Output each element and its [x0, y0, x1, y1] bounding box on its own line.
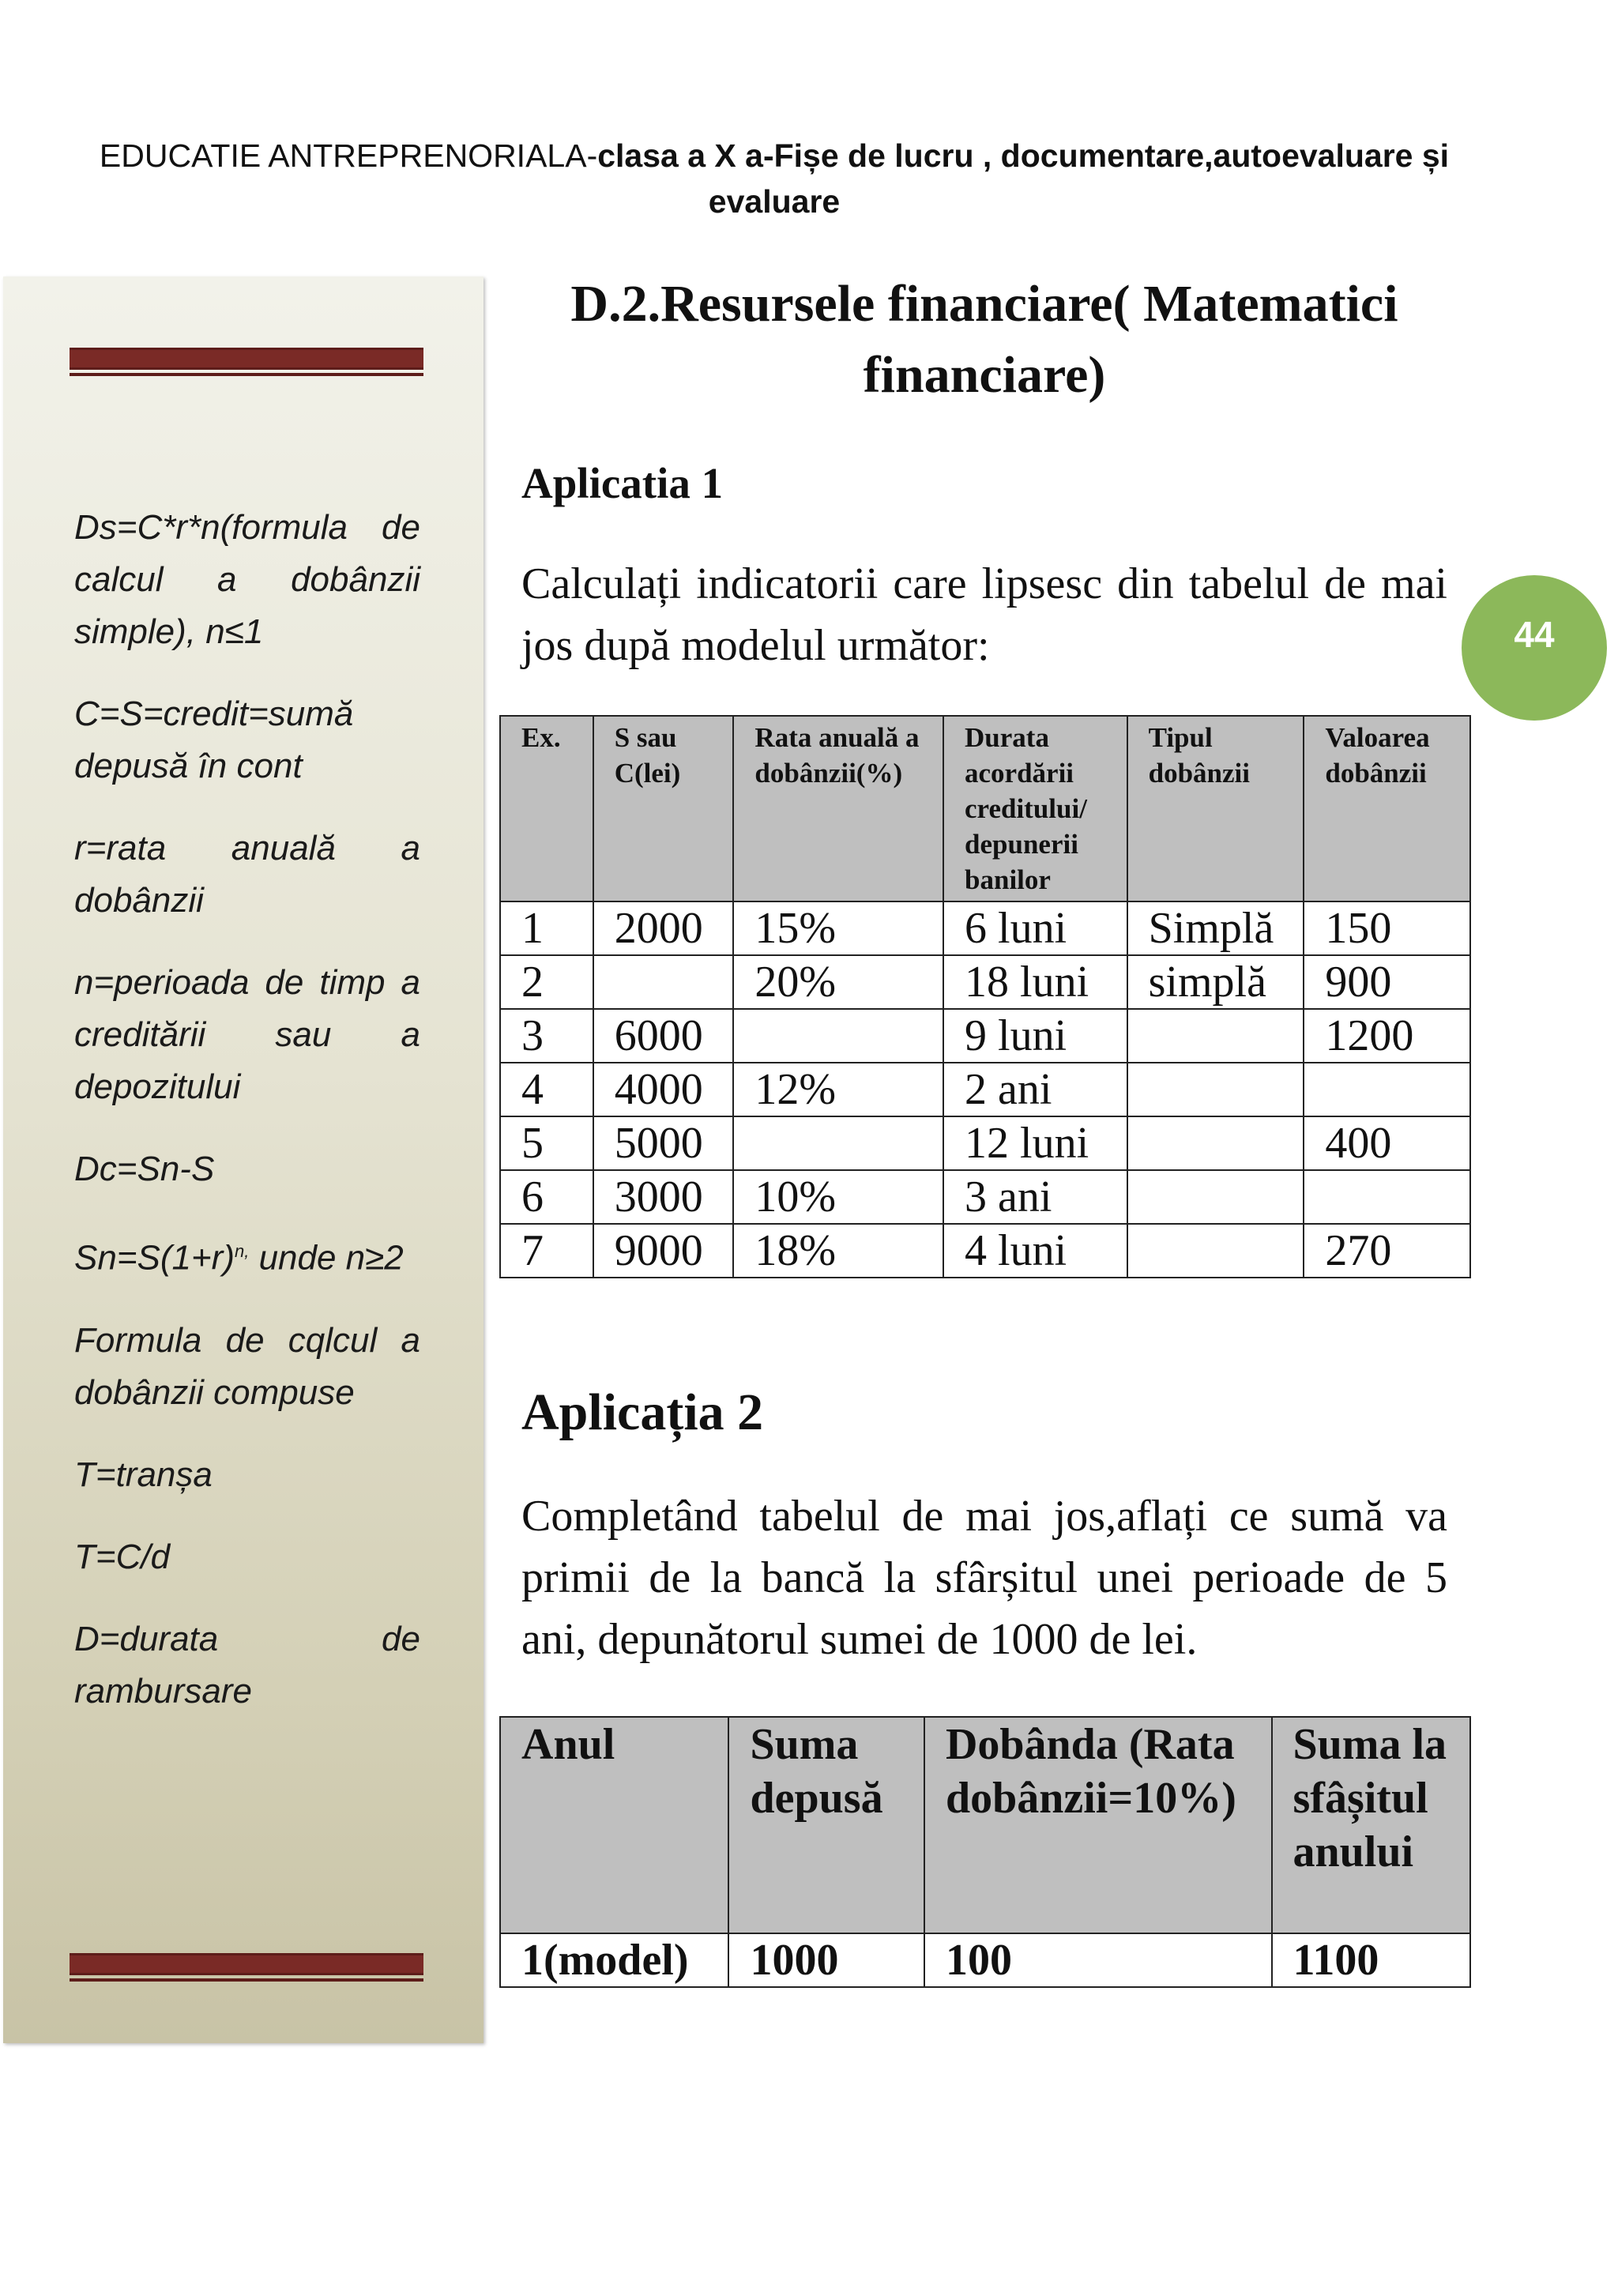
cell-duration: 6 luni — [943, 901, 1127, 955]
cell-interest-value: 400 — [1304, 1116, 1470, 1170]
cell-interest-type — [1127, 1009, 1304, 1063]
formula-installment: T=C/d — [74, 1537, 171, 1576]
cell-example: 5 — [500, 1116, 593, 1170]
header-interest: Dobânda (Rata dobânzii=10%) — [924, 1717, 1272, 1933]
cell-interest-value: 900 — [1304, 955, 1470, 1009]
app1-heading: Aplicatia 1 — [521, 459, 724, 507]
cell-interest-type — [1127, 1224, 1304, 1278]
cell-example: 4 — [500, 1063, 593, 1116]
table-row — [500, 1009, 1470, 1063]
cell-interest-type: Simplă — [1127, 901, 1304, 955]
cell-interest: 100 — [924, 1933, 1272, 1987]
cell-duration: 12 luni — [943, 1116, 1127, 1170]
cell-rate — [733, 1116, 943, 1170]
cell-year-end-sum: 1100 — [1272, 1933, 1470, 1987]
cell-example: 3 — [500, 1009, 593, 1063]
formula-compound-sum — [74, 1225, 420, 1285]
table-row — [500, 955, 1470, 1009]
header-subject: EDUCATIE ANTREPRENORIALA- — [99, 137, 598, 174]
cell-rate — [733, 1009, 943, 1063]
header-year-end-sum: Suma la sfâșitul anului — [1272, 1717, 1470, 1933]
table-row — [500, 1224, 1470, 1278]
table-header-row — [500, 716, 1470, 901]
header-interest-type: Tipul dobânzii — [1127, 716, 1304, 901]
formula-compound-caption: Formula de cqlcul a dobânzii compuse — [74, 1320, 420, 1412]
formula-compound-exponent: n, — [234, 1241, 250, 1261]
table-row — [500, 1116, 1470, 1170]
cell-duration: 18 luni — [943, 955, 1127, 1009]
formula-duration-definition: D=durata de rambursare — [74, 1619, 420, 1711]
cell-rate: 20% — [733, 955, 943, 1009]
app2-table — [499, 1716, 1471, 1988]
formula-rate-definition: r=rata anuală a dobânzii — [74, 829, 420, 920]
cell-interest-value: 1200 — [1304, 1009, 1470, 1063]
page-title: D.2.Resursele financiare( Matematici financiare) — [570, 275, 1398, 404]
cell-rate: 15% — [733, 901, 943, 955]
cell-duration: 2 ani — [943, 1063, 1127, 1116]
cell-interest-type — [1127, 1063, 1304, 1116]
cell-rate: 10% — [733, 1170, 943, 1224]
cell-sum: 4000 — [593, 1063, 734, 1116]
table-row — [500, 1170, 1470, 1224]
cell-sum: 3000 — [593, 1170, 734, 1224]
main-content — [520, 269, 1449, 1985]
cell-sum: 5000 — [593, 1116, 734, 1170]
formula-period-definition: n=perioada de timp a creditării sau a depozitului — [74, 963, 420, 1106]
header-year: Anul — [500, 1717, 728, 1933]
formula-list — [74, 502, 420, 1748]
cell-interest-value — [1304, 1170, 1470, 1224]
cell-sum: 2000 — [593, 901, 734, 955]
cell-duration: 4 luni — [943, 1224, 1127, 1278]
cell-sum — [593, 955, 734, 1009]
cell-sum: 9000 — [593, 1224, 734, 1278]
page-number-badge: 44 — [1462, 575, 1607, 721]
table-header-row — [500, 1717, 1470, 1933]
header-example: Ex. — [500, 716, 593, 901]
table-row — [500, 1933, 1470, 1987]
formula-sidebar — [3, 277, 484, 2043]
cell-interest-type — [1127, 1116, 1304, 1170]
formula-compound-difference: Dc=Sn-S — [74, 1150, 215, 1188]
formula-compound-base: Sn=S(1+r) — [74, 1238, 235, 1278]
app1-instructions: Calculați indicatorii care lipsesc din tabelul de mai jos după modelul următor: — [521, 559, 1447, 670]
cell-example: 7 — [500, 1224, 593, 1278]
cell-deposit: 1000 — [728, 1933, 924, 1987]
cell-example: 2 — [500, 955, 593, 1009]
cell-rate: 12% — [733, 1063, 943, 1116]
cell-interest-value: 150 — [1304, 901, 1470, 955]
cell-duration: 3 ani — [943, 1170, 1127, 1224]
formula-simple-interest: Ds=C*r*n(formula de calcul a dobânzii simple), n≤1 — [74, 508, 420, 651]
header-rate: Rata anuală a dobânzii(%) — [733, 716, 943, 901]
cell-duration: 9 luni — [943, 1009, 1127, 1063]
formula-credit-definition: C=S=credit=sumă depusă în cont — [74, 694, 354, 785]
cell-sum: 6000 — [593, 1009, 734, 1063]
formula-installment-definition: T=tranșa — [74, 1455, 213, 1494]
table-row — [500, 1063, 1470, 1116]
cell-interest-type: simplă — [1127, 955, 1304, 1009]
header-description: clasa a X a-Fișe de lucru , documentare,autoevaluare și evaluare — [597, 137, 1450, 220]
header-deposit: Suma depusă — [728, 1717, 924, 1933]
page-header — [63, 133, 1485, 224]
header-sum: S sau C(lei) — [593, 716, 734, 901]
cell-interest-value: 270 — [1304, 1224, 1470, 1278]
cell-example: 1 — [500, 901, 593, 955]
cell-rate: 18% — [733, 1224, 943, 1278]
cell-interest-type — [1127, 1170, 1304, 1224]
sidebar-bottom-rule — [70, 1953, 423, 1975]
cell-example: 6 — [500, 1170, 593, 1224]
header-duration: Durata acordării creditului/ depunerii banilor — [943, 716, 1127, 901]
app2-heading: Aplicația 2 — [521, 1383, 764, 1441]
cell-year: 1(model) — [500, 1933, 728, 1987]
formula-compound-condition: unde n≥2 — [258, 1238, 404, 1278]
app2-instructions: Completând tabelul de mai jos,aflați ce sumă va primii de la bancă la sfârșitul unei perioade de 5 ani, depunătorul sumei de 1000 de lei. — [521, 1492, 1447, 1664]
table-row — [500, 901, 1470, 955]
header-interest-value: Valoarea dobânzii — [1304, 716, 1470, 901]
sidebar-top-rule — [70, 348, 423, 370]
cell-interest-value — [1304, 1063, 1470, 1116]
app1-table — [499, 715, 1471, 1278]
